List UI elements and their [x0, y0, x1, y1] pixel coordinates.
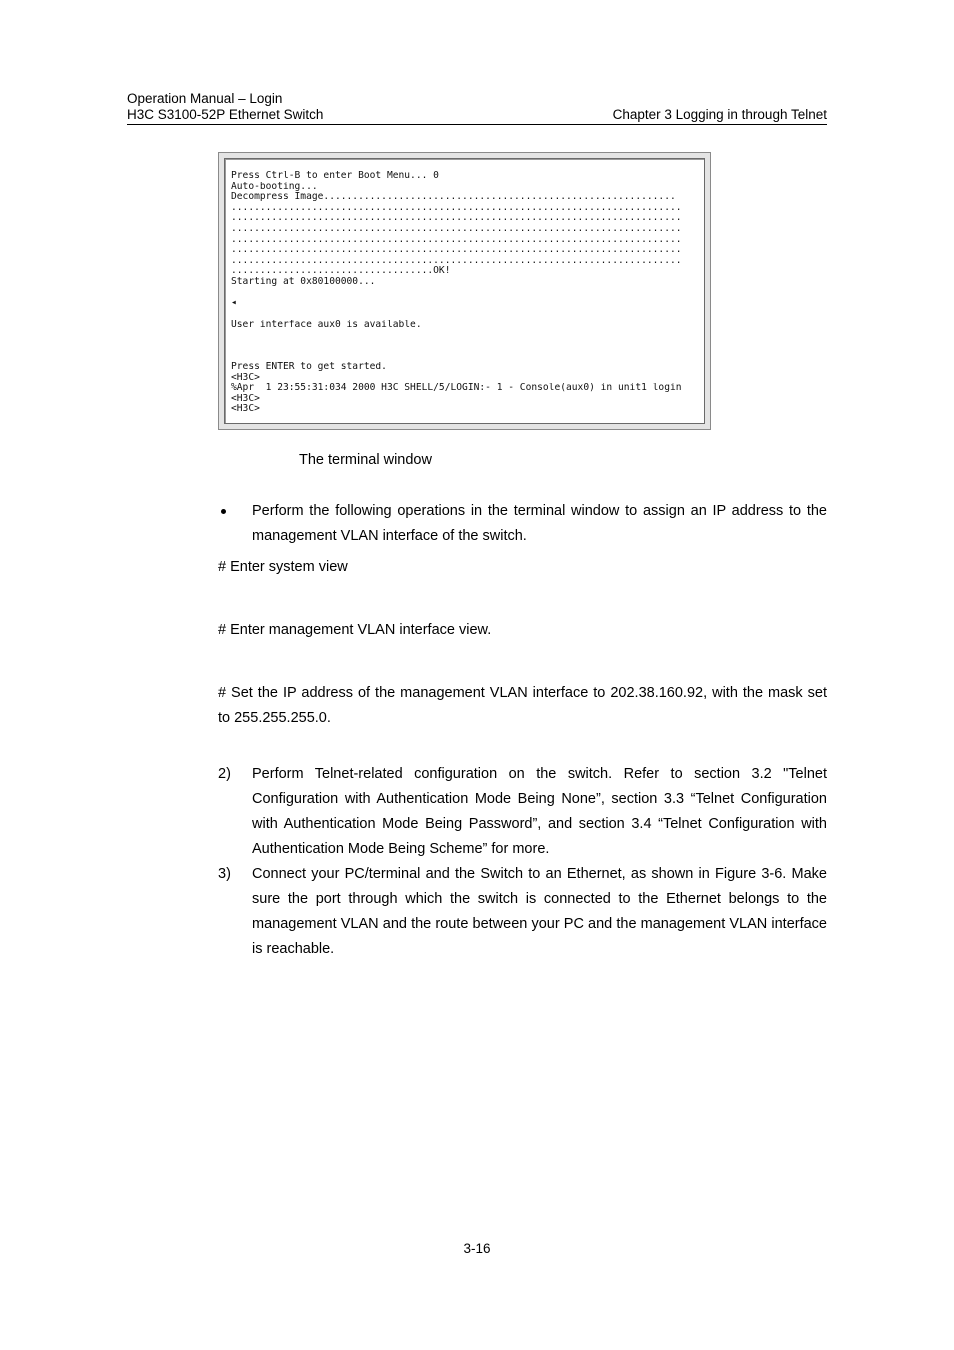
- terminal-line: Press ENTER to get started.: [231, 361, 387, 372]
- terminal-window-figure: [218, 152, 711, 430]
- terminal-line: [231, 341, 700, 352]
- terminal-line: Auto-booting...: [231, 181, 318, 192]
- terminal-line: ◂: [231, 298, 237, 309]
- step-ip-address: # Set the IP address of the management VLAN interface to 202.38.160.92, with the mask set to 255.255.255.0.: [218, 685, 827, 726]
- figure-caption: The terminal window: [299, 452, 432, 468]
- terminal-line: ..............................................................................: [231, 202, 682, 213]
- terminal-line: User interface aux0 is available.: [231, 319, 422, 330]
- terminal-line: ..............................................................................: [231, 213, 682, 224]
- terminal-line: Press Ctrl-B to enter Boot Menu... 0: [231, 171, 439, 181]
- bullet-paragraph: Perform the following operations in the terminal window to assign an IP address to the management VLAN interface of the switch.: [252, 503, 827, 544]
- step-system-view: # Enter system view: [218, 559, 348, 575]
- header-chapter: Chapter 3 Logging in through Telnet: [612, 107, 827, 122]
- terminal-line: %Apr 1 23:55:31:034 2000 H3C SHELL/5/LOGIN:- 1 - Console(aux0) in unit1 login: [231, 383, 682, 394]
- terminal-line: ..............................................................................: [231, 245, 682, 256]
- step-vlan-interface-view: # Enter management VLAN interface view.: [218, 622, 492, 638]
- terminal-line: ..............................................................................: [231, 255, 682, 266]
- terminal-line: [231, 288, 700, 299]
- terminal-line: Decompress Image.............................................................: [231, 192, 676, 203]
- terminal-line: ..............................................................................: [231, 234, 682, 245]
- list-item-text: Perform Telnet-related configuration on the switch. Refer to section 3.2 "Telnet Configuration with Authentication Mode Being None”, section 3.3 “Telnet Configuration with Authentication Mode Being Password”, and section 3.4 “Telnet Configuration with Authentication Mode Being Scheme” for more.: [252, 766, 827, 857]
- terminal-screen: [224, 158, 705, 424]
- terminal-line: [231, 330, 700, 341]
- list-number: 2): [218, 766, 231, 782]
- list-item-text: Connect your PC/terminal and the Switch to an Ethernet, as shown in Figure 3-6. Make sure the port through which the switch is connected to the Ethernet belongs to the management VLAN and the route between your PC and the management VLAN interface is reachable.: [252, 866, 827, 957]
- terminal-line: <H3C>: [231, 372, 260, 383]
- terminal-line: ...................................OK!: [231, 266, 451, 277]
- header-product: H3C S3100-52P Ethernet Switch: [127, 107, 324, 122]
- terminal-line: <H3C>: [231, 404, 260, 415]
- terminal-line: Starting at 0x80100000...: [231, 277, 376, 288]
- header-rule: [127, 124, 827, 125]
- terminal-line: [231, 351, 700, 362]
- terminal-line: [231, 309, 700, 320]
- list-number: 3): [218, 866, 231, 882]
- header-manual-title: Operation Manual – Login: [127, 91, 283, 106]
- page-number: 3-16: [463, 1241, 491, 1256]
- terminal-line: ..............................................................................: [231, 224, 682, 235]
- bullet-icon: [221, 509, 226, 514]
- terminal-line: <H3C>: [231, 393, 260, 404]
- terminal-output: [231, 171, 700, 415]
